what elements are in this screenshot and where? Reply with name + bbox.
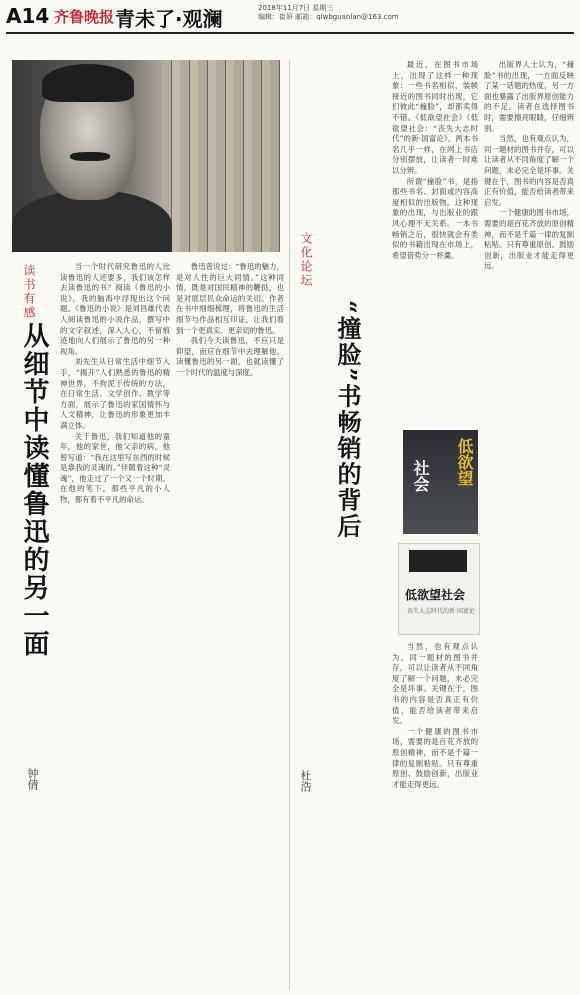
right-article-body-col2	[484, 60, 574, 990]
masthead-meta	[258, 4, 399, 22]
right-article-body-col1	[392, 60, 478, 425]
paragraph: 一个健康的图书市场，需要的是百花齐放的原创精神，而不是千篇一律的复制粘贴。只有尊重原创、鼓励创新，出版业才能走得更远。	[392, 726, 478, 789]
left-article-body-col1	[60, 262, 170, 990]
column-separator	[289, 60, 290, 990]
right-article-tag: 文化论坛	[299, 232, 313, 288]
newspaper-logo: 齐鲁晚报	[54, 8, 115, 26]
paragraph: 鲁迅曾说过：“鲁迅的魅力，是对人性的巨大同情。”这种同情，既是对国民精神的鞭挞，也是对底层民众命运的关切。作者在书中细细梳理，将鲁迅的生活细节与作品相互印证，让我们看到一个更真实、更亲切的鲁迅。	[176, 262, 284, 335]
editor-line: 编辑：崔妍 邮箱：qlwbguanlan@163.com	[258, 13, 399, 21]
left-article-byline: 钟倩	[26, 768, 39, 790]
left-article-body-col2	[176, 262, 284, 990]
right-article-byline: 杜浩	[299, 770, 312, 792]
cover1-title-line1: 低欲望	[455, 438, 474, 486]
right-article-body-col3	[392, 642, 478, 990]
cover2-header-block	[409, 550, 467, 572]
left-article-tag: 读书有感	[22, 264, 36, 320]
paragraph: 刘先生从日常生活中细节入手，“揭开”人们熟悉的鲁迅的精神世界，不拘泥于传统的方法，在日常生活、文学创作、教学等方面，展示了鲁迅的家国情怀与人文精神，让鲁迅的形象更加丰满立体。	[60, 357, 170, 430]
right-article-title: “撞脸”书畅销的背后	[333, 300, 362, 540]
left-article-title: 从细节中读懂鲁迅的另一面	[19, 322, 49, 658]
cover2-subtitle: 丧失大志时代的新·国富论	[407, 608, 475, 615]
paragraph: 当然，也有观点认为，同一题材的图书并存，可以让读者从不同角度了解一个问题，未必完全是坏事。关键在于，图书的内容是否真正有价值，能否给读者带来启发。	[484, 134, 574, 207]
paragraph: 一个健康的图书市场，需要的是百花齐放的原创精神，而不是千篇一律的复制粘贴。只有尊重原创、鼓励创新，出版业才能走得更远。	[484, 208, 574, 271]
book-cover-low-desire-society-2	[398, 543, 480, 635]
cover2-title: 低欲望社会	[405, 588, 466, 602]
paragraph: 最近，在图书市场上，出现了这样一种现象：一些书名相似、装帧接近的图书同时出现，它们彼此“撞脸”，却都卖得不错。《低欲望社会》《低欲望社会：“丧失大志时代”的新·国富论》，两本书名几乎一样，在网上书店分别摆放，让读者一时难以分辨。	[392, 60, 478, 175]
paragraph: 当然，也有观点认为，同一题材的图书并存，可以让读者从不同角度了解一个问题，未必完全是坏事。关键在于，图书的内容是否真正有价值，能否给读者带来启发。	[392, 642, 478, 726]
section-title: 青未了·观澜	[115, 7, 223, 31]
lu-xun-portrait-photo	[12, 60, 280, 252]
portrait-moustache	[70, 152, 110, 161]
paragraph: 出版界人士认为，“撞脸”书的出现，一方面反映了某一话题的热度，另一方面也暴露了出版界原创能力的不足。读者在选择图书时，需要擦亮眼睛，仔细辨别。	[484, 60, 574, 133]
page-number: A14	[6, 4, 50, 28]
cover1-title-line2: 社会	[411, 460, 430, 492]
paragraph: 我们今天读鲁迅，不应只是仰望，而应在细节中去理解他。读懂鲁迅的另一面，也就读懂了一个时代的温度与深度。	[176, 336, 284, 377]
date-line: 2018年11月7日 星期三	[258, 4, 334, 12]
book-cover-low-desire-society-1	[403, 430, 478, 534]
paragraph: 当一个时代研究鲁迅的人比读鲁迅的人还要多，我们该怎样去读鲁迅的书？阅读《鲁迅的小说》，我的脑海中浮现出这个问题。《鲁迅的小说》是刘昌雄代表人阅读鲁迅的小说作品，撰写中的文字叙述，深入人心，不留痕迹地向人们展示了鲁迅的另一种视角。	[60, 262, 170, 356]
manuscript-background	[162, 60, 280, 252]
paragraph: 关于鲁迅，我们知道他的童年，他的家世，他父亲的病，他曾写道：“我在这里写东西的时候是靠我的灵魂的。”伴随着这种“灵魂”，他走过了一个又一个时期。在他的笔下，那些平凡的小人物，都有着不平凡的命运。	[60, 431, 170, 505]
masthead-rule	[6, 32, 574, 34]
portrait-hair	[42, 64, 134, 102]
masthead	[0, 0, 580, 34]
paragraph: 所谓“撞脸”书，是指那些书名、封面或内容高度相似的出版物。这种现象的出现，与出版业的跟风心理不无关系。一本书畅销之后，很快就会有类似的书籍出现在市场上，希望借势分一杯羹。	[392, 176, 478, 260]
